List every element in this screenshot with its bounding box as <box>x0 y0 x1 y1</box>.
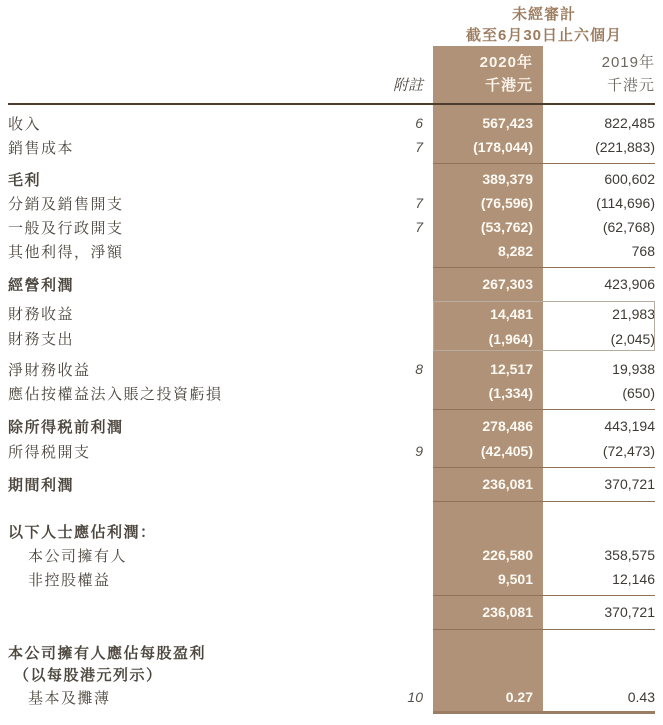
row-value-2019: (650) <box>622 385 655 401</box>
row-label: 基本及攤薄 <box>28 689 111 707</box>
row-non-controlling-interests <box>0 567 663 591</box>
unaudited-heading: 未經審計 <box>511 6 576 23</box>
separator-line <box>0 159 663 167</box>
row-value-2020: (1,334) <box>488 385 533 401</box>
row-label: 一般及行政開支 <box>8 219 124 237</box>
row-value-2020: 267,303 <box>482 276 533 292</box>
table-header-row <box>0 47 663 103</box>
row-label: 期間利潤 <box>8 476 75 494</box>
row-value-2019: 423,906 <box>604 276 655 292</box>
row-note: 10 <box>407 689 423 705</box>
row-note: 7 <box>415 139 423 155</box>
row-value-2019: 358,575 <box>604 547 655 563</box>
row-value-2020: 236,081 <box>482 604 533 620</box>
row-value-2019: 19,938 <box>612 361 655 377</box>
row-value-2020: 278,486 <box>482 418 533 434</box>
row-value-2019: 12,146 <box>612 571 655 587</box>
separator-line <box>0 625 663 633</box>
column-header-2020-unit: 千港元 <box>484 77 533 94</box>
row-share-of-loss-equity-investments <box>0 381 663 405</box>
column-header-2019-year: 2019年 <box>601 54 655 71</box>
note-column-header: 附註 <box>392 77 423 94</box>
row-revenue <box>0 111 663 135</box>
row-value-2019: 443,194 <box>604 418 655 434</box>
row-value-2019: (62,768) <box>602 219 655 235</box>
column-header-2020 <box>433 51 543 103</box>
row-value-2020: 226,580 <box>482 547 533 563</box>
row-eps-heading <box>0 641 663 663</box>
row-note: 7 <box>415 219 423 235</box>
row-value-2020: 567,423 <box>482 115 533 131</box>
row-value-2019: (114,696) <box>596 195 655 211</box>
row-note: 6 <box>415 115 423 131</box>
row-value-2020: (53,762) <box>480 219 533 235</box>
row-value-2019: 0.43 <box>627 689 655 705</box>
row-label: 淨財務收益 <box>8 361 91 379</box>
row-basic-and-diluted <box>0 685 663 709</box>
separator-line <box>0 263 663 271</box>
row-value-2019: (72,473) <box>602 443 655 459</box>
separator-line <box>0 405 663 413</box>
row-net-finance-income <box>0 357 663 381</box>
row-profit-for-period <box>0 471 663 497</box>
column-header-2019 <box>543 51 655 103</box>
separator-line <box>0 463 663 471</box>
row-label: 收入 <box>8 115 42 133</box>
row-value-2020: 12,517 <box>490 361 533 377</box>
row-operating-profit <box>0 271 663 297</box>
row-value-2019: 21,983 <box>612 305 655 322</box>
row-label: 以下人士應佔利潤： <box>8 523 157 541</box>
row-value-2020: 9,501 <box>497 571 533 587</box>
row-owners-of-company <box>0 543 663 567</box>
row-value-2020: (42,405) <box>480 443 533 459</box>
row-value-2020: 389,379 <box>482 171 533 187</box>
finance-items-outline-box <box>433 301 655 351</box>
row-label: 經營利潤 <box>8 276 75 294</box>
row-value-2020: 236,081 <box>482 476 533 492</box>
row-eps-denomination <box>0 663 663 685</box>
row-label: 本公司擁有人 <box>28 547 128 565</box>
row-note: 7 <box>415 195 423 211</box>
row-value-2019: 822,485 <box>604 115 655 131</box>
row-value-2020: 0.27 <box>505 689 533 705</box>
row-value-2020: (178,044) <box>473 139 533 155</box>
bottom-total-line <box>0 709 663 715</box>
row-value-2019: 370,721 <box>604 476 655 492</box>
row-value-2020: 8,282 <box>497 243 533 259</box>
row-cost-of-sales <box>0 135 663 159</box>
row-label: 毛利 <box>8 171 42 189</box>
row-label: 所得税開支 <box>8 443 91 461</box>
row-value-2019: 370,721 <box>604 604 655 620</box>
row-general-admin-expenses <box>0 215 663 239</box>
row-label: 分銷及銷售開支 <box>8 195 124 213</box>
row-label: 財務收益 <box>8 306 75 323</box>
row-profit-attributable-heading <box>0 519 663 543</box>
row-income-tax-expense <box>0 439 663 463</box>
column-header-2019-unit: 千港元 <box>606 77 655 94</box>
row-value-2019: (221,883) <box>595 139 655 155</box>
separator-line <box>0 497 663 505</box>
row-gross-profit <box>0 167 663 191</box>
column-header-2020-year: 2020年 <box>479 54 533 71</box>
row-value-2020: (76,596) <box>480 195 533 211</box>
period-heading: 截至6月30日止六個月 <box>465 27 623 44</box>
row-label: 應佔按權益法入賬之投資虧損 <box>8 385 223 403</box>
row-label: 財務支出 <box>8 331 75 348</box>
separator-line <box>0 591 663 599</box>
row-value-2019: 600,602 <box>604 171 655 187</box>
row-label: （以每股港元列示） <box>14 666 163 684</box>
row-profit-before-income-tax <box>0 413 663 439</box>
row-label: 銷售成本 <box>8 139 75 157</box>
row-value-2019: 768 <box>631 243 655 259</box>
row-value-2019: (2,045) <box>610 330 655 347</box>
row-total-profit <box>0 599 663 625</box>
row-label: 其他利得，淨額 <box>8 243 124 261</box>
row-label: 非控股權益 <box>28 571 111 589</box>
row-distribution-selling-expenses <box>0 191 663 215</box>
row-other-gains-net <box>0 239 663 263</box>
row-note: 8 <box>415 361 423 377</box>
row-value-2020: (1,964) <box>488 330 533 347</box>
row-label: 本公司擁有人應佔每股盈利 <box>8 644 207 662</box>
row-label: 除所得税前利潤 <box>8 418 124 436</box>
row-note: 9 <box>415 443 423 459</box>
row-value-2020: 14,481 <box>490 305 533 322</box>
